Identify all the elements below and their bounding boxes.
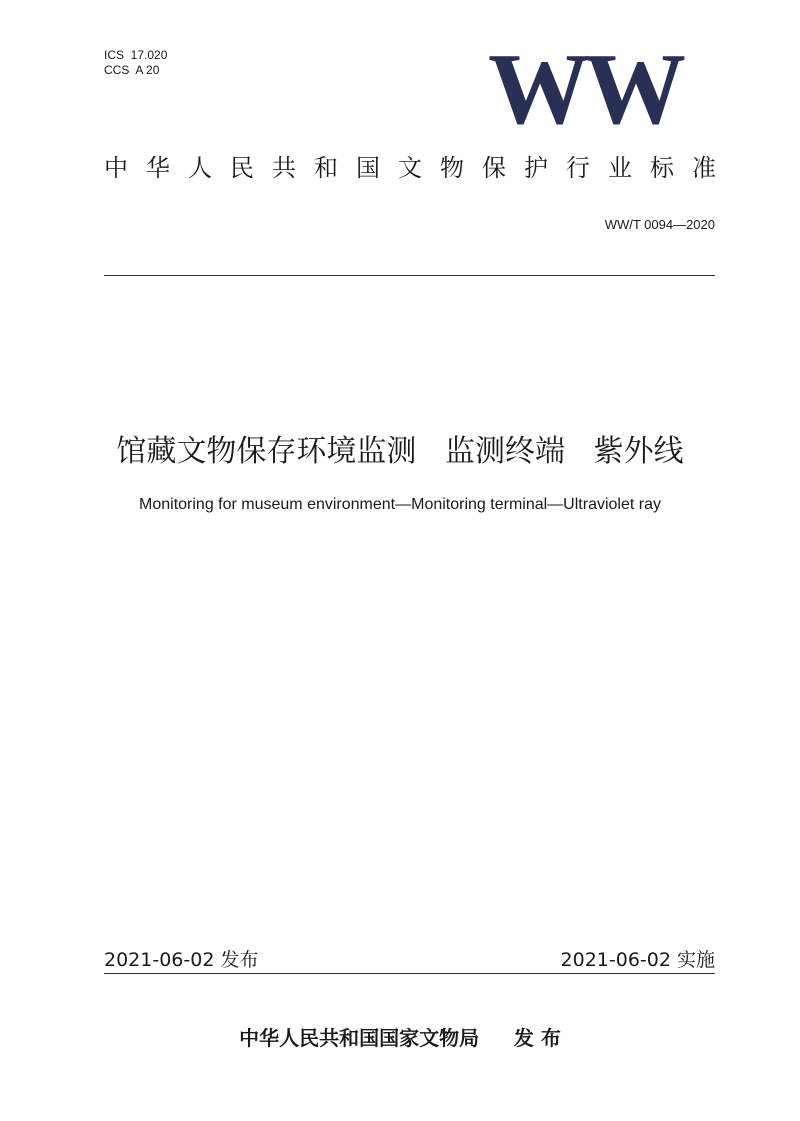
implementation-date: 2021-06-02 实施 [560, 949, 715, 971]
org-title-char: 人 [188, 154, 212, 182]
ww-logo: WW [488, 33, 680, 146]
org-title-char: 准 [692, 154, 716, 182]
header-divider [104, 275, 715, 276]
standard-category-title [104, 152, 716, 184]
org-title-char: 共 [272, 154, 296, 182]
org-title-char: 护 [524, 154, 548, 182]
org-title-char: 民 [230, 154, 254, 182]
org-title-char: 和 [314, 154, 338, 182]
footer-divider [104, 973, 715, 974]
standard-number: WW/T 0094—2020 [604, 217, 715, 232]
org-title-char: 华 [146, 154, 170, 182]
org-title-char: 保 [482, 154, 506, 182]
classification-codes [104, 48, 167, 78]
ics-code: ICS 17.020 [104, 48, 168, 62]
issuing-authority: 中华人民共和国国家文物局 发 布 [239, 1026, 561, 1050]
release-date: 2021-06-02 发布 [104, 949, 259, 971]
org-title-char: 国 [356, 154, 380, 182]
document-title-english: Monitoring for museum environment—Monitoring terminal—Ultraviolet ray [139, 496, 661, 513]
org-title-char: 标 [650, 154, 674, 182]
org-title-char: 文 [398, 154, 422, 182]
org-title-char: 行 [566, 154, 590, 182]
org-title-char: 中 [104, 154, 128, 182]
org-title-char: 业 [608, 154, 632, 182]
ccs-code: CCS A 20 [104, 63, 160, 77]
document-title-chinese: 馆藏文物保存环境监测 监测终端 紫外线 [116, 434, 684, 469]
org-title-char: 物 [440, 154, 464, 182]
